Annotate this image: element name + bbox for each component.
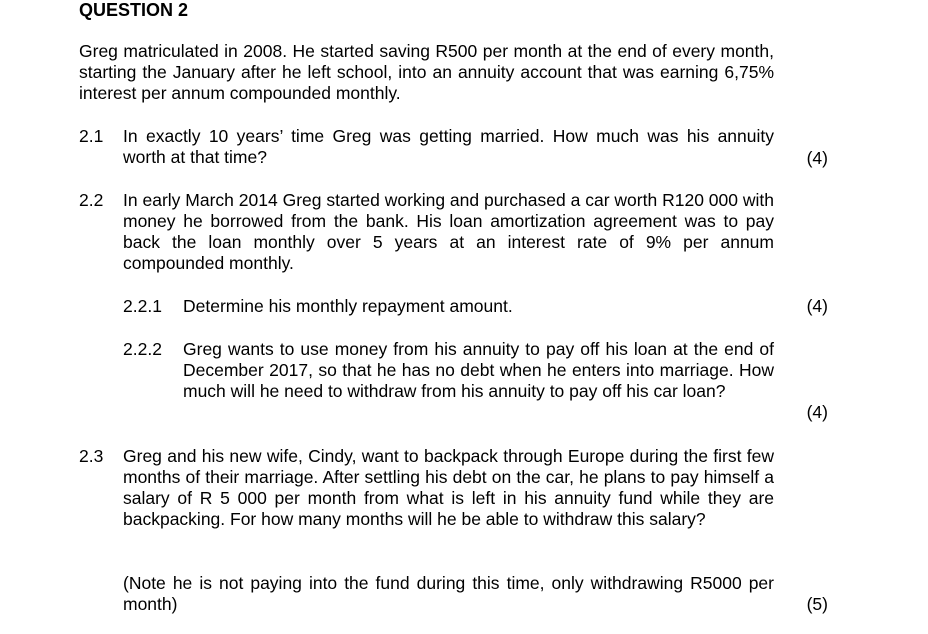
question-number-2-2: 2.2 — [79, 190, 104, 210]
question-number-2-2-1: 2.2.1 — [123, 296, 162, 316]
question-text-2-2-1: Determine his monthly repayment amount. — [183, 296, 513, 316]
question-number-2-2-2: 2.2.2 — [123, 339, 162, 359]
question-text-2-2-2: Greg wants to use money from his annuity to pay off his loan at the end of December 2017, so that he has no debt when he enters into marriage. How much will he need to withdraw from his annuity to pay off his car loan? — [183, 339, 774, 401]
question-number-2-1: 2.1 — [79, 126, 104, 146]
question-number-2-3: 2.3 — [79, 446, 104, 466]
question-note-2-3: (Note he is not paying into the fund during this time, only withdrawing R5000 per month) — [123, 573, 774, 614]
marks-2-2-1: (4) — [806, 296, 828, 316]
question-text-2-1: In exactly 10 years’ time Greg was getting married. How much was his annuity worth at that time? — [123, 126, 774, 167]
question-text-2-3: Greg and his new wife, Cindy, want to backpack through Europe during the first few months of their marriage. After settling his debt on the car, he plans to pay himself a salary of R 5 000 per month from what is left in his annuity fund while they are backpacking. For how many months will he be able to withdraw this salary? — [123, 446, 774, 529]
marks-2-1: (4) — [806, 148, 828, 168]
intro-paragraph: Greg matriculated in 2008. He started saving R500 per month at the end of every month, starting the January after he left school, into an annuity account that was earning 6,75% interest per annum compounded monthly. — [79, 41, 774, 103]
question-heading: QUESTION 2 — [79, 0, 189, 20]
marks-2-3: (5) — [806, 594, 828, 614]
question-text-2-2: In early March 2014 Greg started working and purchased a car worth R120 000 with money he borrowed from the bank. His loan amortization agreement was to pay back the loan monthly over 5 years at an interest rate of 9% per annum compounded monthly. — [123, 190, 774, 273]
marks-2-2-2: (4) — [806, 402, 828, 422]
